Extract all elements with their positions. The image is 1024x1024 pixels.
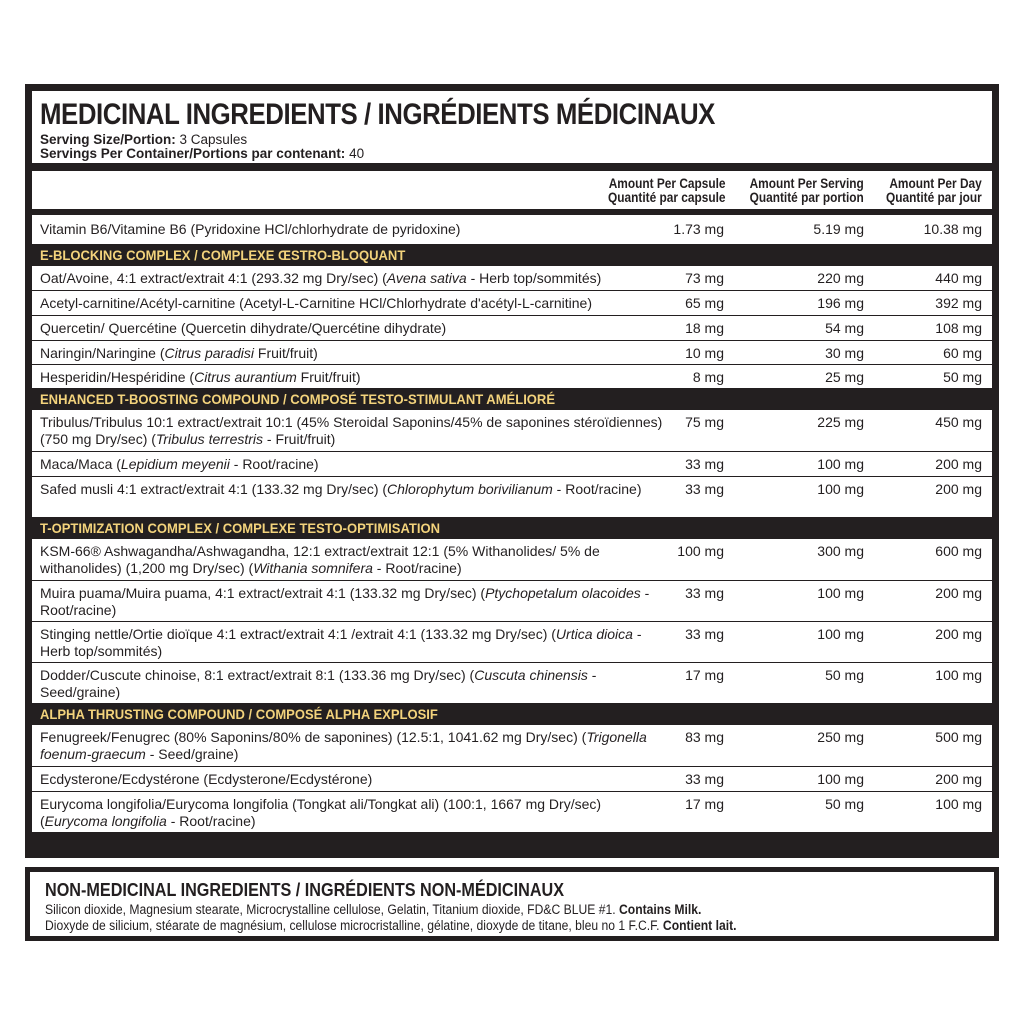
ingredient-name: Oat/Avoine, 4:1 extract/extrait 4:1 (293.32 mg Dry/sec) (Avena sativa - Herb top/sommités) bbox=[40, 270, 602, 286]
ingredient-name: Muira puama/Muira puama, 4:1 extract/extrait 4:1 (133.32 mg Dry/sec) (Ptychopetalum olacoides - Root/racine) bbox=[40, 585, 650, 618]
per-serving-value: 300 mg bbox=[817, 543, 864, 559]
per-day-value: 200 mg bbox=[935, 481, 982, 497]
per-day-value: 450 mg bbox=[935, 414, 982, 430]
serving-size-value: 3 Capsules bbox=[175, 132, 248, 147]
column-header-per-serving: Amount Per Serving Quantité par portion bbox=[749, 176, 864, 205]
per-serving-value: 196 mg bbox=[817, 295, 864, 311]
ingredient-name: Naringin/Naringine (Citrus paradisi Fruit/fruit) bbox=[40, 345, 318, 361]
ingredient-name: Hesperidin/Hespéridine (Citrus aurantium Fruit/fruit) bbox=[40, 369, 361, 385]
per-serving-value: 30 mg bbox=[825, 345, 864, 361]
per-serving-value: 50 mg bbox=[825, 796, 864, 812]
title-box bbox=[32, 91, 992, 163]
per-serving-value: 5.19 mg bbox=[813, 221, 864, 237]
table-row bbox=[32, 725, 992, 766]
per-day-value: 108 mg bbox=[935, 320, 982, 336]
section-block bbox=[32, 410, 992, 517]
ingredient-name: Vitamin B6/Vitamine B6 (Pyridoxine HCl/chlorhydrate de pyridoxine) bbox=[40, 221, 461, 237]
per-capsule-value: 83 mg bbox=[685, 729, 724, 745]
ingredient-name: Safed musli 4:1 extract/extrait 4:1 (133.32 mg Dry/sec) (Chlorophytum borivilianum - Root/racine) bbox=[40, 481, 642, 497]
section-title: ALPHA THRUSTING COMPOUND / COMPOSÉ ALPHA EXPLOSIF bbox=[40, 706, 438, 722]
column-header-per-day: Amount Per Day Quantité par jour bbox=[886, 176, 982, 205]
serving-size-label: Serving Size/Portion: bbox=[40, 132, 176, 147]
per-serving-value: 250 mg bbox=[817, 729, 864, 745]
per-serving-value: 25 mg bbox=[825, 369, 864, 385]
per-serving-value: 220 mg bbox=[817, 270, 864, 286]
per-capsule-value: 33 mg bbox=[685, 481, 724, 497]
table-row bbox=[32, 410, 992, 451]
per-capsule-value: 33 mg bbox=[685, 585, 724, 601]
per-day-value: 200 mg bbox=[935, 585, 982, 601]
per-day-value: 100 mg bbox=[935, 796, 982, 812]
per-day-value: 60 mg bbox=[943, 345, 982, 361]
per-capsule-value: 8 mg bbox=[692, 369, 724, 385]
per-serving-value: 225 mg bbox=[817, 414, 864, 430]
medicinal-ingredients-panel bbox=[25, 84, 999, 858]
per-day-value: 600 mg bbox=[935, 543, 982, 559]
per-serving-value: 100 mg bbox=[817, 585, 864, 601]
servings-per-container-value: 40 bbox=[345, 146, 365, 161]
section-title: T-OPTIMIZATION COMPLEX / COMPLEXE TESTO-OPTIMISATION bbox=[40, 520, 441, 536]
per-day-value: 440 mg bbox=[935, 270, 982, 286]
ingredient-name: Eurycoma longifolia/Eurycoma longifolia (Tongkat ali/Tongkat ali) (100:1, 1667 mg Dry/sec) (Eurycoma longifolia - Root/racine) bbox=[40, 796, 602, 829]
non-medicinal-title: NON-MEDICINAL INGREDIENTS / INGRÉDIENTS NON-MÉDICINAUX bbox=[45, 880, 565, 900]
per-capsule-value: 17 mg bbox=[685, 667, 724, 683]
per-day-value: 10.38 mg bbox=[923, 221, 982, 237]
table-row bbox=[32, 315, 992, 340]
ingredient-name: Stinging nettle/Ortie dioïque 4:1 extract/extrait 4:1 /extrait 4:1 (133.32 mg Dry/sec) (Urtica dioica - Herb top/sommités) bbox=[40, 626, 642, 659]
section-title: ENHANCED T-BOOSTING COMPOUND / COMPOSÉ TESTO-STIMULANT AMÉLIORÉ bbox=[40, 391, 556, 407]
per-capsule-value: 17 mg bbox=[685, 796, 724, 812]
per-capsule-value: 10 mg bbox=[685, 345, 724, 361]
table-row bbox=[32, 476, 992, 517]
section-block bbox=[32, 539, 992, 703]
section-header bbox=[32, 244, 992, 266]
column-header-per-capsule: Amount Per Capsule Quantité par capsule bbox=[608, 176, 726, 205]
section-header bbox=[32, 388, 992, 410]
ingredient-name: Maca/Maca (Lepidium meyenii - Root/racine) bbox=[40, 456, 319, 472]
section-block bbox=[32, 266, 992, 388]
ingredient-name: Quercetin/ Quercétine (Quercetin dihydrate/Quercétine dihydrate) bbox=[40, 320, 447, 336]
per-serving-value: 54 mg bbox=[825, 320, 864, 336]
per-serving-value: 100 mg bbox=[817, 626, 864, 642]
per-serving-value: 100 mg bbox=[817, 456, 864, 472]
non-medicinal-ingredients-box bbox=[25, 867, 999, 941]
per-capsule-value: 18 mg bbox=[685, 320, 724, 336]
ingredient-name: Dodder/Cuscute chinoise, 8:1 extract/extrait 8:1 (133.36 mg Dry/sec) (Cuscuta chinensis - Seed/graine) bbox=[40, 667, 597, 700]
per-capsule-value: 1.73 mg bbox=[673, 221, 724, 237]
per-capsule-value: 33 mg bbox=[685, 771, 724, 787]
per-capsule-value: 100 mg bbox=[677, 543, 724, 559]
per-serving-value: 100 mg bbox=[817, 481, 864, 497]
per-serving-value: 50 mg bbox=[825, 667, 864, 683]
per-serving-value: 100 mg bbox=[817, 771, 864, 787]
table-row bbox=[32, 580, 992, 621]
ingredients-table bbox=[32, 215, 992, 832]
ingredient-name: Acetyl-carnitine/Acétyl-carnitine (Acetyl-L-Carnitine HCl/Chlorhydrate d'acétyl-L-carnitine) bbox=[40, 295, 592, 311]
per-capsule-value: 65 mg bbox=[685, 295, 724, 311]
section-header bbox=[32, 517, 992, 539]
ingredient-name: Fenugreek/Fenugrec (80% Saponins/80% de saponines) (12.5:1, 1041.62 mg Dry/sec) (Trigonella foenum-graecum - Seed/graine) bbox=[40, 729, 647, 762]
servings-per-container-label: Servings Per Container/Portions par contenant: bbox=[40, 146, 346, 161]
section-block bbox=[32, 725, 992, 832]
per-day-value: 100 mg bbox=[935, 667, 982, 683]
per-capsule-value: 73 mg bbox=[685, 270, 724, 286]
ingredient-name: KSM-66® Ashwagandha/Ashwagandha, 12:1 extract/extrait 12:1 (5% Withanolides/ 5% de withanolides) (1,200 mg Dry/sec) (Withania somnifera - Root/racine) bbox=[40, 543, 600, 576]
table-row bbox=[32, 662, 992, 703]
ingredient-name: Tribulus/Tribulus 10:1 extract/extrait 10:1 (45% Steroidal Saponins/45% de saponines stéroïdiennes) (750 mg Dry/sec) (Tribulus terrestris - Fruit/fruit) bbox=[40, 414, 663, 447]
table-row bbox=[32, 791, 992, 832]
non-medicinal-en: Silicon dioxide, Magnesium stearate, Microcrystalline cellulose, Gelatin, Titanium dioxide, FD&C BLUE #1. Contains Milk. bbox=[45, 902, 702, 917]
per-day-value: 50 mg bbox=[943, 369, 982, 385]
table-row bbox=[32, 266, 992, 290]
per-capsule-value: 33 mg bbox=[685, 456, 724, 472]
per-day-value: 200 mg bbox=[935, 456, 982, 472]
table-row bbox=[32, 539, 992, 580]
table-row-vitamin-b6 bbox=[32, 215, 992, 244]
table-row bbox=[32, 451, 992, 476]
table-row bbox=[32, 621, 992, 662]
per-day-value: 200 mg bbox=[935, 771, 982, 787]
serving-info bbox=[40, 133, 364, 161]
section-title: E-BLOCKING COMPLEX / COMPLEXE ŒSTRO-BLOQUANT bbox=[40, 247, 406, 263]
column-header-row bbox=[32, 171, 992, 209]
table-row bbox=[32, 340, 992, 364]
ingredient-name: Ecdysterone/Ecdystérone (Ecdysterone/Ecdystérone) bbox=[40, 771, 373, 787]
table-row bbox=[32, 364, 992, 388]
per-day-value: 500 mg bbox=[935, 729, 982, 745]
per-day-value: 392 mg bbox=[935, 295, 982, 311]
per-capsule-value: 75 mg bbox=[685, 414, 724, 430]
page-title: MEDICINAL INGREDIENTS / INGRÉDIENTS MÉDICINAUX bbox=[40, 98, 715, 131]
per-day-value: 200 mg bbox=[935, 626, 982, 642]
per-capsule-value: 33 mg bbox=[685, 626, 724, 642]
non-medicinal-fr: Dioxyde de silicium, stéarate de magnésium, cellulose microcristalline, gélatine, dioxyde de titane, bleu no 1 F.C.F. Contient lait. bbox=[45, 918, 737, 933]
section-header bbox=[32, 703, 992, 725]
table-row bbox=[32, 766, 992, 791]
table-row bbox=[32, 290, 992, 315]
